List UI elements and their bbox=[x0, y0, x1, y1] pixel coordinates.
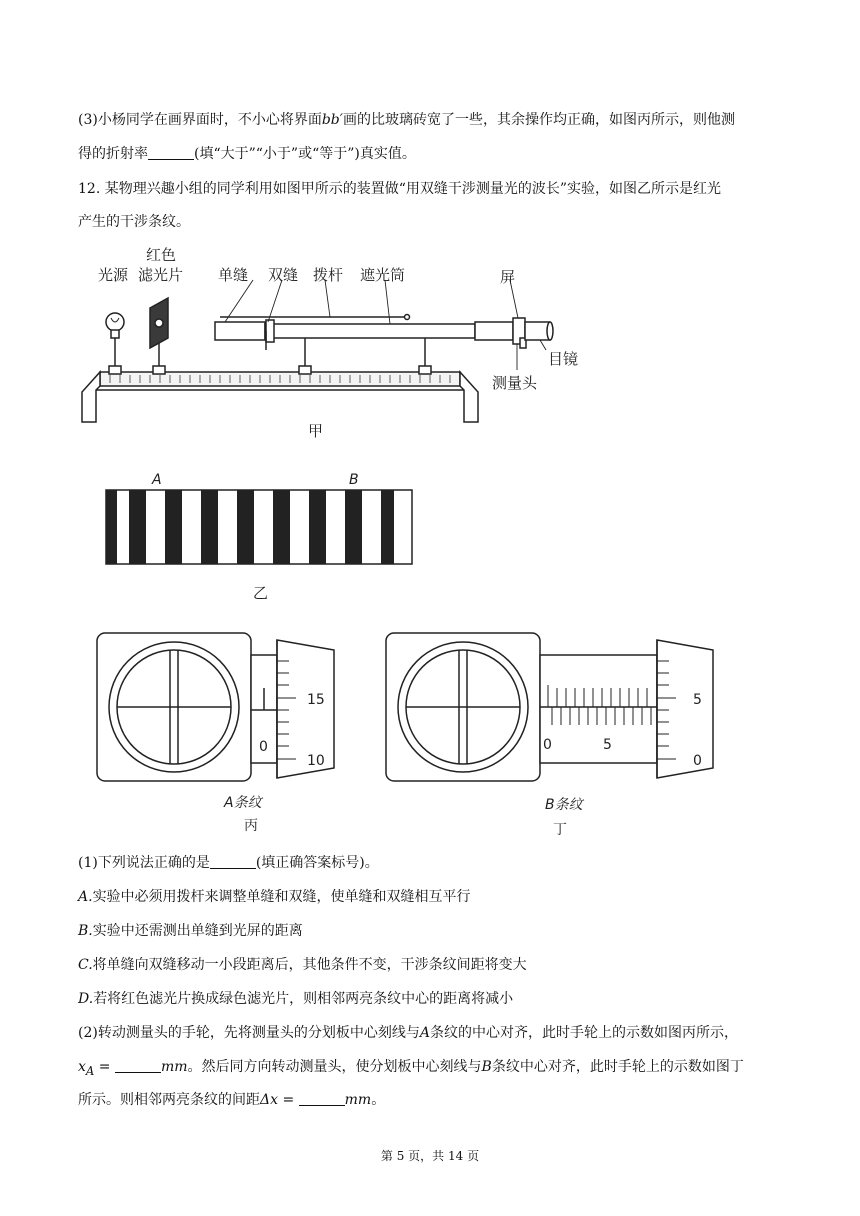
light-hood-tube bbox=[265, 324, 475, 338]
caption-yi: 乙 bbox=[253, 584, 269, 602]
tick-0-thimble: 0 bbox=[693, 753, 702, 769]
fringe-a-label: A条纹 bbox=[224, 795, 262, 811]
answer-blank bbox=[115, 1058, 161, 1073]
figure-ding-micrometer bbox=[383, 630, 783, 845]
label-eyepiece: 目镜 bbox=[548, 350, 579, 368]
tick-5-thimble: 5 bbox=[693, 692, 702, 708]
part1-option-b: B.实验中还需测出单缝到光屏的距离 bbox=[78, 923, 303, 939]
part1-option-a: A.实验中必须用拨杆来调整单缝和双缝，使单缝和双缝相互平行 bbox=[78, 889, 471, 905]
label-single-slit: 单缝 bbox=[218, 266, 249, 284]
rail-left-foot bbox=[82, 372, 100, 422]
fringe-b-label: B条纹 bbox=[545, 797, 583, 813]
label-screen: 屏 bbox=[500, 268, 516, 286]
part1-option-c: C.将单缝向双缝移动一小段距离后，其他条件不变，干涉条纹间距将变大 bbox=[78, 957, 527, 973]
label-red-filter-2: 滤光片 bbox=[138, 266, 184, 284]
part1-option-d: D.若将红色滤光片换成绿色滤光片，则相邻两亮条纹中心的距离将减小 bbox=[78, 991, 514, 1007]
label-measuring-head: 测量头 bbox=[492, 374, 538, 392]
label-light-source: 光源 bbox=[98, 266, 129, 284]
label-hood: 遮光筒 bbox=[360, 266, 406, 284]
q11-part3-line2: 得的折射率 (填“大于”“小于”或“等于”)真实值。 bbox=[78, 146, 416, 162]
part2-line1: (2)转动测量头的手轮，先将测量头的分划板中心刻线与A条纹的中心对齐，此时手轮上的示数如图丙所示， bbox=[78, 1025, 738, 1041]
q12-intro-line1: 12. 某物理兴趣小组的同学利用如图甲所示的装置做“用双缝干涉测量光的波长”实验，如图乙所示是红光 bbox=[78, 181, 722, 197]
caption-bing: 丙 bbox=[244, 818, 258, 834]
fringe-label-b: B bbox=[349, 472, 359, 488]
rail-right-foot bbox=[460, 372, 478, 422]
part1-question: (1)下列说法正确的是 (填正确答案标号)。 bbox=[78, 855, 379, 871]
tick-15: 15 bbox=[307, 692, 325, 708]
caption-ding: 丁 bbox=[553, 822, 567, 838]
caption-jia: 甲 bbox=[308, 422, 324, 440]
fringe-label-a: A bbox=[152, 472, 162, 488]
fringe-frame bbox=[106, 490, 412, 564]
part2-line3: 所示。则相邻两亮条纹的间距Δx = mm。 bbox=[78, 1092, 386, 1108]
page-footer: 第 5 页，共 14 页 bbox=[380, 1149, 480, 1163]
label-lever: 拨杆 bbox=[313, 266, 344, 284]
q11-part3-line1: (3)小杨同学在画界面时，不小心将界面bb′画的比玻璃砖宽了一些，其余操作均正确，如图丙所示，则他测 bbox=[78, 112, 735, 128]
slit-holder bbox=[215, 322, 265, 340]
part2-line2: $x_A$ = mm。然后同方向转动测量头，使分划板中心刻线与B条纹中心对齐，此时手轮上的示数如图丁 bbox=[78, 1059, 744, 1078]
tick-0-main: 0 bbox=[543, 737, 552, 753]
figure-jia-apparatus bbox=[70, 240, 610, 450]
label-red-filter-1: 红色 bbox=[146, 246, 177, 264]
figure-bing-micrometer bbox=[94, 630, 374, 840]
figure-yi-fringes bbox=[100, 468, 430, 603]
q12-intro-line2: 产生的干涉条纹。 bbox=[78, 214, 190, 230]
label-double-slit: 双缝 bbox=[268, 266, 299, 284]
tick-10: 10 bbox=[307, 753, 325, 769]
answer-blank bbox=[210, 854, 256, 869]
answer-blank bbox=[299, 1091, 345, 1106]
answer-blank bbox=[148, 145, 194, 160]
tick-5-main: 5 bbox=[603, 737, 612, 753]
tick-0: 0 bbox=[259, 739, 268, 755]
